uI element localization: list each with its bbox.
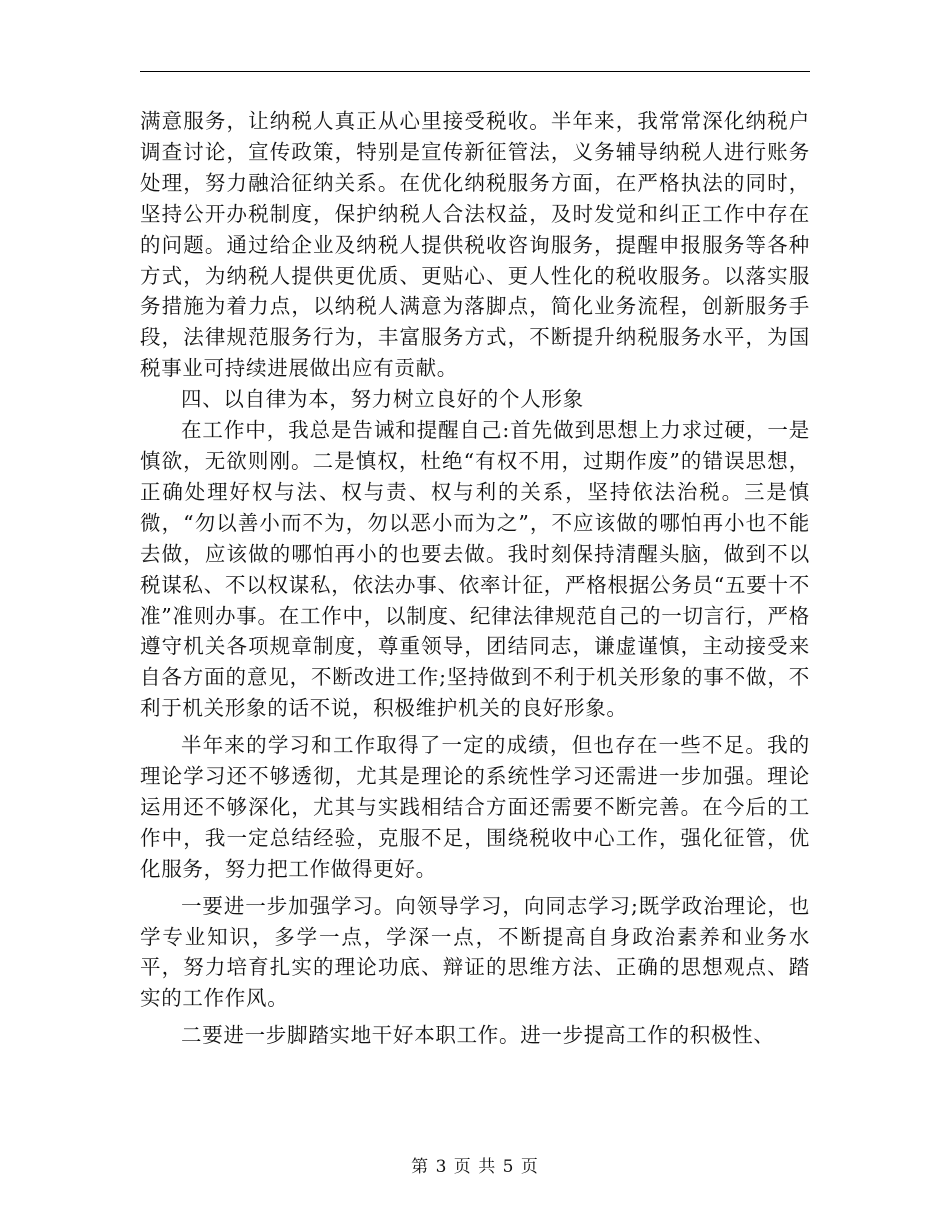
section-heading-self-discipline: 四、以自律为本，努力树立良好的个人形象 (181, 387, 584, 412)
paragraph-shortcomings: 半年来的学习和工作取得了一定的成绩，但也存在一些不足。我的理论学习还不够透彻，尤其是理论的系统性学习还需进一步加强。理论运用还不够深化，尤其与实践相结合方面还需要不断完善。在今后的工作中，我一定总结经验，克服不足，围绕税收中心工作，强化征管，优化服务，努力把工作做得更好。 (140, 733, 810, 881)
paragraph-study: 一要进一步加强学习。向领导学习，向同志学习;既学政治理论，也学专业知识，多学一点，学深一点，不断提高自身政治素养和业务水平，努力培育扎实的理论功底、辩证的思维方法、正确的思想观点、踏实的工作作风。 (140, 893, 810, 1011)
paragraph-work: 二要进一步脚踏实地干好本职工作。进一步提高工作的积极性、 (181, 1023, 775, 1048)
header-rule (140, 71, 810, 72)
document-body (140, 106, 810, 1051)
page-number: 第 3 页 共 5 页 (411, 1157, 539, 1177)
paragraph-service: 满意服务，让纳税人真正从心里接受税收。半年来，我常常深化纳税户调查讨论，宣传政策，特别是宣传新征管法，义务辅导纳税人进行账务处理，努力融洽征纳关系。在优化纳税服务方面，在严格执法的同时，坚持公开办税制度，保护纳税人合法权益，及时发觉和纠正工作中存在的问题。通过给企业及纳税人提供税收咨询服务，提醒申报服务等各种方式，为纳税人提供更优质、更贴心、更人性化的税收服务。以落实服务措施为着力点，以纳税人满意为落脚点，简化业务流程，创新服务手段，法律规范服务行为，丰富服务方式，不断提升纳税服务水平，为国税事业可持续进展做出应有贡献。 (140, 109, 810, 381)
paragraph-self-discipline: 在工作中，我总是告诫和提醒自己:首先做到思想上力求过硬，一是慎欲，无欲则刚。二是慎权，杜绝“有权不用，过期作废”的错误思想，正确处理好权与法、权与责、权与利的关系，坚持依法治税。三是慎微，“勿以善小而不为，勿以恶小而为之”，不应该做的哪怕再小也不能去做，应该做的哪怕再小的也要去做。我时刻保持清醒头脑，做到不以税谋私、不以权谋私，依法办事、依率计征，严格根据公务员“五要十不准”准则办事。在工作中，以制度、纪律法律规范自己的一切言行，严格遵守机关各项规章制度，尊重领导，团结同志，谦虚谨慎，主动接受来自各方面的意见，不断改进工作;坚持做到不利于机关形象的事不做，不利于机关形象的话不说，积极维护机关的良好形象。 (140, 418, 810, 721)
